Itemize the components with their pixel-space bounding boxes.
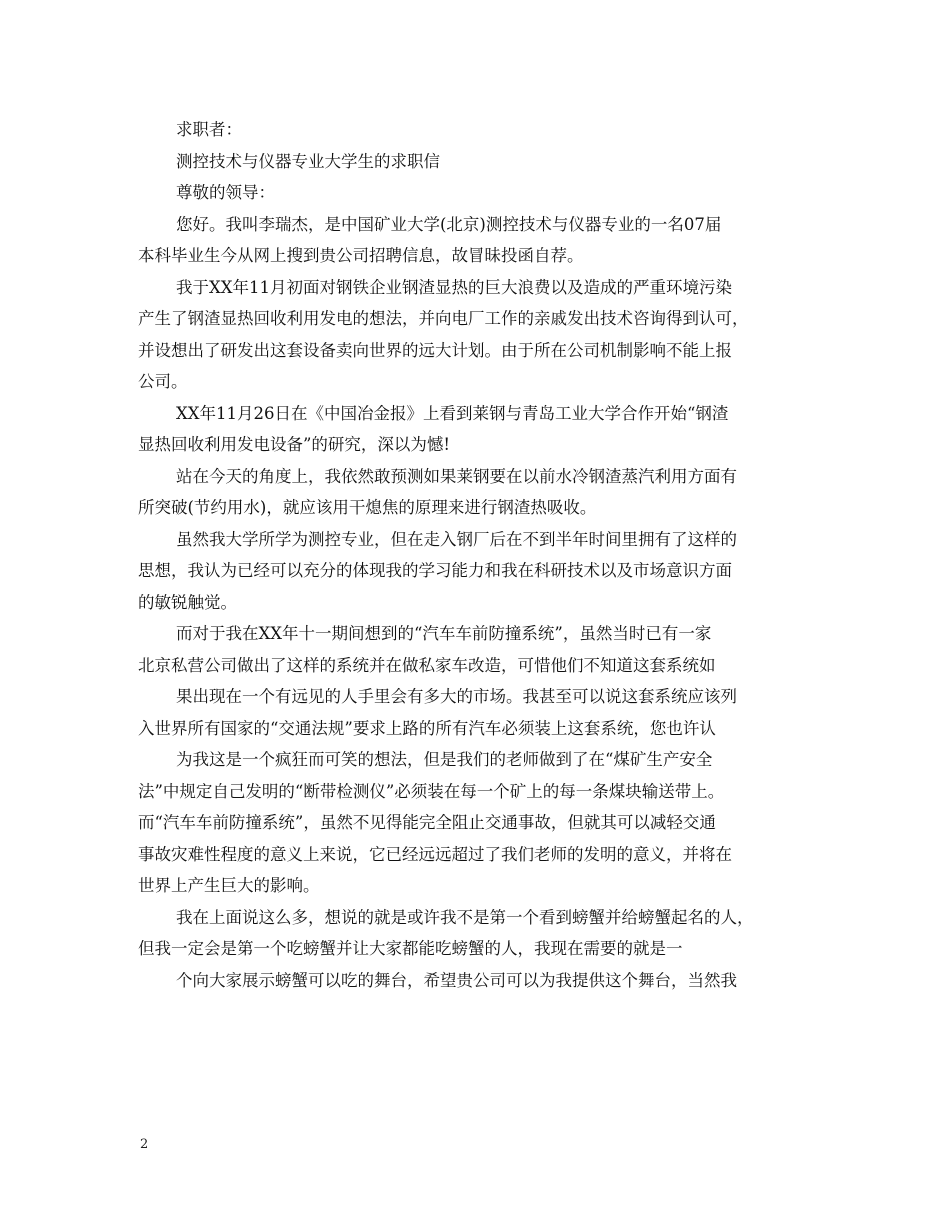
text-line: 入世界所有国家的“交通法规”要求上路的所有汽车必须装上这套系统，您也许认 bbox=[138, 718, 716, 738]
text-line: 虽然我大学所学为测控专业，但在走入钢厂后在不到半年时间里拥有了这样的 bbox=[176, 529, 737, 549]
text-line: 并设想出了研发出这套设备卖向世界的远大计划。由于所在公司机制影响不能上报 bbox=[138, 340, 732, 360]
text-line: 我于XX年11月初面对钢铁企业钢渣显热的巨大浪费以及造成的严重环境污染 bbox=[176, 277, 732, 297]
text-line: 测控技术与仪器专业大学生的求职信 bbox=[176, 151, 440, 171]
letter-body bbox=[138, 114, 818, 996]
text-line: 事故灾难性程度的意义上来说，它已经远远超过了我们老师的发明的意义，并将在 bbox=[138, 844, 732, 864]
text-line: 为我这是一个疯狂而可笑的想法，但是我们的老师做到了在“煤矿生产安全 bbox=[176, 750, 713, 769]
text-line: 而对于我在XX年十一期间想到的“汽车车前防撞系统”，虽然当时已有一家 bbox=[176, 624, 712, 643]
text-line: 产生了钢渣显热回收利用发电的想法，并向电厂工作的亲戚发出技术咨询得到认可， bbox=[138, 309, 749, 328]
text-line: 但我一定会是第一个吃螃蟹并让大家都能吃螃蟹的人，我现在需要的就是一 bbox=[138, 939, 683, 958]
text-line: 站在今天的角度上，我依然敢预测如果莱钢要在以前水冷钢渣蒸汽利用方面有 bbox=[176, 466, 737, 486]
text-line: 求职者： bbox=[176, 120, 242, 139]
text-line: 法”中规定自己发明的“断带检测仪”必须装在每一个矿上的每一条煤块输送带上。 bbox=[138, 781, 725, 801]
page-number: 2 bbox=[140, 1137, 149, 1152]
text-line: 您好。我叫李瑞杰，是中国矿业大学(北京)测控技术与仪器专业的一名07届 bbox=[176, 214, 722, 234]
text-line: 尊敬的领导： bbox=[176, 183, 275, 202]
text-line: 个向大家展示螃蟹可以吃的舞台，希望贵公司可以为我提供这个舞台，当然我 bbox=[176, 970, 737, 990]
text-line: 北京私营公司做出了这样的系统并在做私家车改造，可惜他们不知道这套系统如 bbox=[138, 655, 716, 675]
text-line: 显热回收利用发电设备”的研究，深以为憾! bbox=[138, 435, 451, 454]
text-line: XX年11月26日在《中国冶金报》上看到莱钢与青岛工业大学合作开始“钢渣 bbox=[176, 403, 729, 423]
text-line: 思想，我认为已经可以充分的体现我的学习能力和我在科研技术以及市场意识方面 bbox=[138, 561, 732, 580]
text-line: 的敏锐触觉。 bbox=[138, 592, 237, 612]
text-line: 而“汽车车前防撞系统”，虽然不见得能完全阻止交通事故，但就其可以减轻交通 bbox=[138, 813, 716, 832]
text-line: 我在上面说这么多，想说的就是或许我不是第一个看到螃蟹并给螃蟹起名的人， bbox=[176, 907, 754, 927]
text-line: 所突破(节约用水)，就应该用干熄焦的原理来进行钢渣热吸收。 bbox=[138, 498, 597, 517]
text-line: 果出现在一个有远见的人手里会有多大的市场。我甚至可以说这套系统应该列 bbox=[176, 687, 737, 706]
text-line: 世界上产生巨大的影响。 bbox=[138, 876, 320, 895]
text-line: 公司。 bbox=[138, 372, 188, 391]
text-line: 本科毕业生今从网上搜到贵公司招聘信息，故冒昧投函自荐。 bbox=[138, 246, 584, 265]
